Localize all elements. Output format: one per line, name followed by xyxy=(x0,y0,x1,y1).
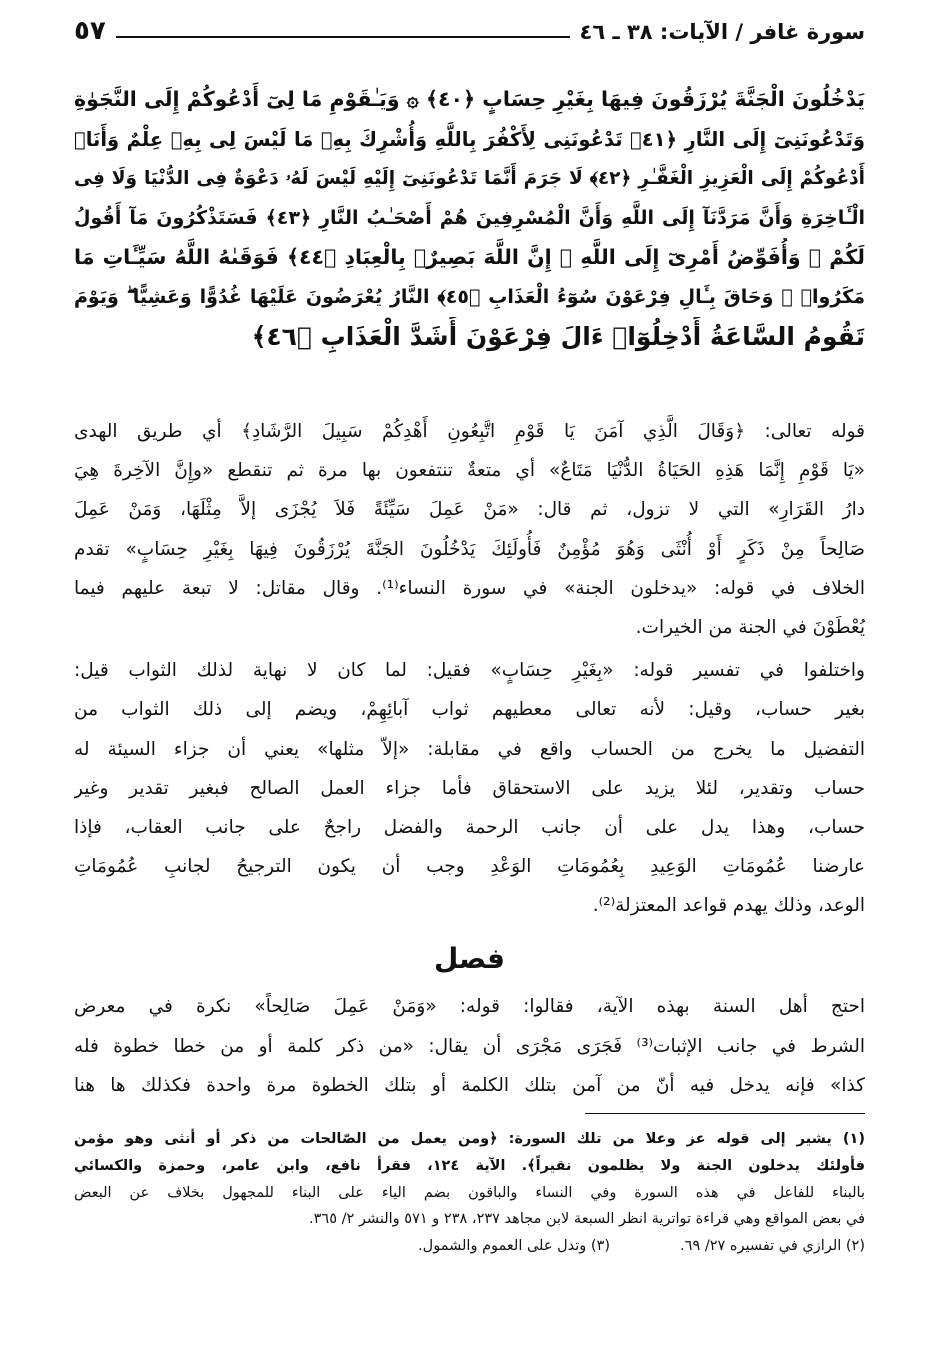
footnotes xyxy=(74,1126,865,1260)
commentary-paragraph-2 xyxy=(74,651,865,925)
footnote-separator xyxy=(585,1113,865,1114)
text-line: التفضيل ما يخرج من الحساب واقع في مقابلة: «إلاّ مثلها» يعني أن جزاء السيئة له xyxy=(74,738,865,760)
quran-verses-block xyxy=(74,80,865,357)
header-rule xyxy=(116,36,570,38)
text-line: الخلاف في قوله: «يدخلون الجنة» في سورة النساء⁽¹⁾. وقال مقاتل: لا تبعة عليهم فيما xyxy=(74,577,865,599)
section-heading: فصل xyxy=(434,942,505,976)
quran-line: أَدْعُوكُمْ إِلَى الْعَزِيزِ الْغَفَّـٰرِ ﴿٤٢﴾ لَا جَرَمَ أَنَّمَا تَدْعُونَنِىٓ إِلَيْهِ لَيْسَ لَهُۥ دَعْوَةٌ فِى الدُّنْيَا وَلَا فِى xyxy=(74,168,865,189)
running-title: سورة غافر / الآيات: ٣٨ ـ ٤٦ xyxy=(579,20,865,44)
footnote-row xyxy=(74,1233,865,1260)
text-line: عارضنا عُمُومَاتِ الوَعِيدِ بِعُمُومَاتِ الوَعْدِ وجب أن يكون الترجيحُ لجانبِ عُمُومَاتِ xyxy=(74,856,865,878)
commentary-paragraph-1 xyxy=(74,412,865,647)
text-line: قوله تعالى: ﴿وَقَالَ الَّذِي آمَنَ يَا قَوْمِ اتَّبِعُونِ أَهْدِكُمْ سَبِيلَ الرَّشَادِ﴾ أي طريق الهدى xyxy=(74,421,865,442)
text-line: الوعد، وذلك يهدم قواعد المعتزلة⁽²⁾. xyxy=(592,895,865,917)
text-line: يُعْطَوْنَ في الجنة من الخيرات. xyxy=(635,616,865,638)
text-line: دارُ القَرَارِ» التي لا تزول، ثم قال: «مَنْ عَمِلَ سَيِّئَةً فَلاَ يُجْزَى إلاَّ مِثْلَهَا، وَمَنْ عَمِلَ xyxy=(74,499,865,521)
text-line: صَالِحاً مِنْ ذَكَرٍ أَوْ أُنْثَى وَهُوَ مُؤْمِنٌ فَأُولَئِكَ يَدْخُلُونَ الجَنَّةَ يُرْزَقُونَ فِيهَا بِغَيْرِ حِسَابٍ» تقدم xyxy=(74,538,865,560)
quran-line: يَدْخُلُونَ الْجَنَّةَ يُرْزَقُونَ فِيهَا بِغَيْرِ حِسَابٍ ﴿٤٠﴾ ۞ وَيَـٰقَوْمِ مَا لِىٓ أَدْعُوكُمْ إِلَى النَّجَوٰةِ xyxy=(74,87,865,111)
text-line: احتج أهل السنة بهذه الآية، فقالوا: قوله: «وَمَنْ عَمِلَ صَالِحاً» نكرة في معرض xyxy=(74,996,865,1018)
quran-line: لَكُمْ ۚ وَأُفَوِّضُ أَمْرِىٓ إِلَى اللَّهِ ۚ إِنَّ اللَّهَ بَصِيرٌۢ بِالْعِبَادِ ﴿٤٤﴾ فَوَقَىٰهُ اللَّهُ سَيِّـَٔاتِ مَا xyxy=(74,245,865,269)
text-line: حساب، وهذا يدل على أن جانب الرحمة والفضل راجحٌ على جانب العقاب، فإذا xyxy=(74,816,865,838)
text-line: «يَا قَوْمِ إِنَّمَا هَذِهِ الحَيَاةُ الدُّنْيَا مَتَاعٌ» أي متعةٌ تنتفعون بها مرة ثم تنقطع «وإِنَّ الآخِرةَ هِيَ xyxy=(74,460,865,482)
text-line: الشرط في جانب الإثبات⁽³⁾ فَجَرَى مَجْرَى أن يقال: «من ذكر كلمة أو من خطا خطوة فله xyxy=(74,1035,865,1057)
text-line: بغير حساب، وقيل: لأنه تعالى معطيهم ثواب آبائِهِمْ، ويضم إلى ذلك الثواب من xyxy=(74,699,865,721)
footnote-2: (٢) الرازي في تفسيره ٢٧/ ٦٩. xyxy=(680,1238,865,1255)
page-number: ٥٧ xyxy=(74,16,106,46)
commentary-paragraph-3 xyxy=(74,987,865,1105)
text-line: كذا» فإنه يدخل فيه أنّ من آمن بتلك الكلمة أو بتلك الخطوة مرة واحدة فكذلك ها هنا xyxy=(74,1074,865,1096)
footnote-3: (٣) وتدل على العموم والشمول. xyxy=(418,1238,611,1255)
commentary-body xyxy=(74,412,865,1105)
quran-line: وَتَدْعُونَنِىٓ إِلَى النَّارِ ﴿٤١﴾ تَدْعُونَنِى لِأَكْفُرَ بِاللَّهِ وَأُشْرِكَ بِهِۦ مَا لَيْسَ لِى بِهِۦ عِلْمٌ وَأَنَا۠ xyxy=(74,127,865,151)
page-header xyxy=(74,12,865,48)
quran-line: تَقُومُ السَّاعَةُ أَدْخِلُوٓا۟ ءَالَ فِرْعَوْنَ أَشَدَّ الْعَذَابِ ﴿٤٦﴾ xyxy=(251,322,865,351)
text-line: حساب وتقدير، لئلا يزيد على الاستحقاق فأما جزاء العمل الصالح فبغير تقدير وغير xyxy=(74,777,865,799)
quran-line: الْـَٔاخِرَةِ وَأَنَّ مَرَدَّنَآ إِلَى اللَّهِ وَأَنَّ الْمُسْرِفِينَ هُمْ أَصْحَـٰبُ النَّارِ ﴿٤٣﴾ فَسَتَذْكُرُونَ مَآ أَقُولُ xyxy=(74,206,865,229)
footnote-line: فأولئك يدخلون الجنة ولا يظلمون نقيراً﴾. الآية ١٢٤، فقرأ نافع، وابن عامر، وحمزة والكسائي xyxy=(74,1157,865,1174)
footnote-line: (١) يشير إلى قوله عز وعلا من تلك السورة: ﴿ومن يعمل من الصّالحات من ذكر أو أنثى وهو مؤمن xyxy=(74,1131,865,1147)
footnote-line: في بعض المواقع وهي قراءة تواترية انظر السبعة لابن مجاهد ٢٣٧، ٢٣٨ و ٥٧١ والنشر ٢/ ٣٦٥. xyxy=(309,1211,865,1228)
quran-line: مَكَرُوا۟ ۖ وَحَاقَ بِـَٔالِ فِرْعَوْنَ سُوٓءُ الْعَذَابِ ﴿٤٥﴾ النَّارُ يُعْرَضُونَ عَلَيْهَا غُدُوًّا وَعَشِيًّا ۖ وَيَوْمَ xyxy=(74,285,865,308)
text-line: واختلفوا في تفسير قوله: «بِغَيْرِ حِسَابٍ» فقيل: لما كان لا نهاية لذلك الثواب قيل: xyxy=(74,660,865,682)
footnote-line: بالبناء للفاعل في هذه السورة وفي النساء والباقون بضم الياء على البناء للمجهول بخلاف عن البعض xyxy=(74,1184,865,1201)
